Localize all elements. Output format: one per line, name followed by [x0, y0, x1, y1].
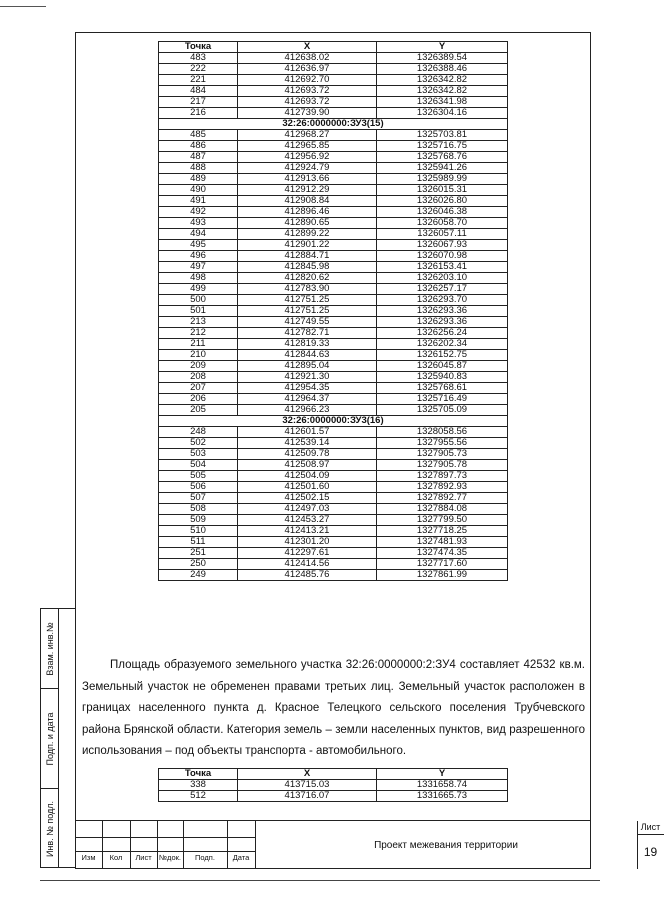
cell-y: 1327892.93: [377, 482, 508, 493]
table-row: [159, 130, 508, 141]
cell-x: 412924.79: [238, 163, 377, 174]
cell-x: 412509.78: [238, 449, 377, 460]
cell-x: 412884.71: [238, 251, 377, 262]
table-row: [159, 460, 508, 471]
cell-y: 1327474.35: [377, 548, 508, 559]
table-row: [159, 504, 508, 515]
cell-point: 501: [159, 306, 238, 317]
cell-x: 412845.98: [238, 262, 377, 273]
cell-x: 412899.22: [238, 229, 377, 240]
side-stamp: [40, 608, 75, 868]
cell-x: 412913.66: [238, 174, 377, 185]
cell-point: 500: [159, 295, 238, 306]
cell-point: 222: [159, 64, 238, 75]
cell-point: 504: [159, 460, 238, 471]
top-edge-line: [0, 6, 46, 7]
cell-point: 205: [159, 405, 238, 416]
side-label-inv: Инв. № подл.: [44, 800, 55, 858]
cell-y: 1326293.36: [377, 317, 508, 328]
cell-x: 412896.46: [238, 207, 377, 218]
cell-x: 412693.72: [238, 97, 377, 108]
cell-y: 1328058.56: [377, 427, 508, 438]
cell-y: 1327481.93: [377, 537, 508, 548]
cell-point: 221: [159, 75, 238, 86]
section-row: [159, 416, 508, 427]
stamp-label-podp: Подп.: [195, 853, 215, 862]
cell-x: 412508.97: [238, 460, 377, 471]
cell-y: 1326342.82: [377, 86, 508, 97]
cell-point: 502: [159, 438, 238, 449]
header-x: X: [238, 769, 377, 780]
cell-point: 209: [159, 361, 238, 372]
cell-x: 412968.27: [238, 130, 377, 141]
cell-point: 249: [159, 570, 238, 581]
document-title: Проект межевания территории: [374, 839, 518, 851]
table-row: [159, 86, 508, 97]
cell-x: 412912.29: [238, 185, 377, 196]
cell-point: 211: [159, 339, 238, 350]
table-row: [159, 97, 508, 108]
cell-y: 1327905.73: [377, 449, 508, 460]
cell-x: 412901.22: [238, 240, 377, 251]
table-row: [159, 791, 508, 802]
cell-point: 489: [159, 174, 238, 185]
cell-point: 487: [159, 152, 238, 163]
table-row: [159, 240, 508, 251]
bottom-edge-line: [40, 880, 600, 881]
cell-y: 1326046.38: [377, 207, 508, 218]
table-row: [159, 559, 508, 570]
table-row: [159, 108, 508, 119]
coordinates-table-body: [159, 53, 508, 581]
cell-y: 1326152.75: [377, 350, 508, 361]
cell-y: 1327955.56: [377, 438, 508, 449]
cell-x: 412964.37: [238, 394, 377, 405]
cell-x: 412636.97: [238, 64, 377, 75]
cell-point: 490: [159, 185, 238, 196]
table-row: [159, 405, 508, 416]
cell-point: 505: [159, 471, 238, 482]
table-row: [159, 471, 508, 482]
table-row: [159, 152, 508, 163]
cell-x: 412501.60: [238, 482, 377, 493]
cell-y: 1326342.82: [377, 75, 508, 86]
cell-y: 1326202.34: [377, 339, 508, 350]
cell-x: 412638.02: [238, 53, 377, 64]
cell-point: 493: [159, 218, 238, 229]
cell-point: 510: [159, 526, 238, 537]
stamp-label-data: Дата: [232, 853, 250, 862]
cell-point: 506: [159, 482, 238, 493]
cell-y: 1325716.49: [377, 394, 508, 405]
cell-point: 499: [159, 284, 238, 295]
cell-y: 1327905.78: [377, 460, 508, 471]
header-point: Точка: [159, 769, 238, 780]
table-row: [159, 163, 508, 174]
cell-x: 412413.21: [238, 526, 377, 537]
table-row: [159, 273, 508, 284]
cell-x: 412819.33: [238, 339, 377, 350]
cell-x: 412751.25: [238, 295, 377, 306]
table-header-row: [159, 769, 508, 780]
cell-y: 1326057.11: [377, 229, 508, 240]
cell-x: 412956.92: [238, 152, 377, 163]
cell-point: 498: [159, 273, 238, 284]
cell-point: 486: [159, 141, 238, 152]
table-row: [159, 570, 508, 581]
cell-y: 1325716.75: [377, 141, 508, 152]
table-row: [159, 361, 508, 372]
cell-x: 412497.03: [238, 504, 377, 515]
cell-y: 1327861.99: [377, 570, 508, 581]
cell-point: 512: [159, 791, 238, 802]
coordinates-table-2: [158, 768, 508, 802]
table-row: [159, 64, 508, 75]
side-label-podp: Подп. и дата: [44, 711, 55, 766]
cell-point: 511: [159, 537, 238, 548]
cell-y: 1326203.10: [377, 273, 508, 284]
title-block: [75, 820, 661, 869]
cell-y: 1326304.16: [377, 108, 508, 119]
cell-x: 412966.23: [238, 405, 377, 416]
table-row: [159, 394, 508, 405]
cell-point: 210: [159, 350, 238, 361]
cell-x: 412782.71: [238, 328, 377, 339]
cell-y: 1326067.93: [377, 240, 508, 251]
cell-point: 212: [159, 328, 238, 339]
cell-point: 491: [159, 196, 238, 207]
cell-y: 1326293.36: [377, 306, 508, 317]
cell-x: 413715.03: [238, 780, 377, 791]
cell-x: 412921.30: [238, 372, 377, 383]
table-header-row: [159, 42, 508, 53]
table-row: [159, 482, 508, 493]
cell-y: 1327799.50: [377, 515, 508, 526]
table-row: [159, 548, 508, 559]
cell-point: 484: [159, 86, 238, 97]
cell-point: 216: [159, 108, 238, 119]
table-row: [159, 53, 508, 64]
cell-y: 1326058.70: [377, 218, 508, 229]
section-title: 32:26:0000000:ЗУ3(16): [159, 416, 508, 427]
side-label-cell: [41, 609, 58, 689]
cell-y: 1327884.08: [377, 504, 508, 515]
table-row: [159, 427, 508, 438]
table-row: [159, 185, 508, 196]
cell-point: 483: [159, 53, 238, 64]
cell-point: 251: [159, 548, 238, 559]
coordinates-table-2-body: [159, 780, 508, 802]
cell-x: 412453.27: [238, 515, 377, 526]
table-row: [159, 780, 508, 791]
cell-x: 412485.76: [238, 570, 377, 581]
cell-point: 503: [159, 449, 238, 460]
table-row: [159, 174, 508, 185]
cell-y: 1326153.41: [377, 262, 508, 273]
cell-x: 412539.14: [238, 438, 377, 449]
cell-point: 508: [159, 504, 238, 515]
header-y: Y: [377, 769, 508, 780]
section-row: [159, 119, 508, 130]
side-stamp-labels: [41, 609, 59, 867]
table-row: [159, 141, 508, 152]
cell-y: 1327717.60: [377, 559, 508, 570]
table-row: [159, 262, 508, 273]
cell-x: 412693.72: [238, 86, 377, 97]
cell-x: 412739.90: [238, 108, 377, 119]
table-row: [159, 207, 508, 218]
cell-x: 412751.25: [238, 306, 377, 317]
cell-point: 497: [159, 262, 238, 273]
cell-y: 1325705.09: [377, 405, 508, 416]
table-row: [159, 372, 508, 383]
table-row: [159, 284, 508, 295]
side-label-vzam: Взам. инв.№: [44, 621, 55, 676]
table-row: [159, 251, 508, 262]
cell-y: 1326388.46: [377, 64, 508, 75]
side-label-cell: [41, 689, 58, 789]
cell-x: 412749.55: [238, 317, 377, 328]
cell-x: 412908.84: [238, 196, 377, 207]
cell-y: 1325768.61: [377, 383, 508, 394]
cell-y: 1326045.87: [377, 361, 508, 372]
cell-y: 1326070.98: [377, 251, 508, 262]
cell-x: 412844.63: [238, 350, 377, 361]
cell-y: 1326293.70: [377, 295, 508, 306]
cell-y: 1326015.31: [377, 185, 508, 196]
cell-point: 207: [159, 383, 238, 394]
cell-x: 412965.85: [238, 141, 377, 152]
table-row: [159, 295, 508, 306]
sheet-label: Лист: [637, 821, 664, 835]
coordinates-table: [158, 41, 508, 581]
cell-point: 338: [159, 780, 238, 791]
cell-y: 1326257.17: [377, 284, 508, 295]
side-label-cell: [41, 789, 58, 869]
cell-point: 485: [159, 130, 238, 141]
cell-point: 206: [159, 394, 238, 405]
cell-point: 488: [159, 163, 238, 174]
header-point: Точка: [159, 42, 238, 53]
table-row: [159, 229, 508, 240]
cell-x: 412692.70: [238, 75, 377, 86]
table-row: [159, 306, 508, 317]
table-row: [159, 328, 508, 339]
cell-x: 412783.90: [238, 284, 377, 295]
cell-y: 1327897.73: [377, 471, 508, 482]
cell-point: 248: [159, 427, 238, 438]
cell-x: 413716.07: [238, 791, 377, 802]
sheet-number: 19: [643, 845, 658, 859]
table-row: [159, 515, 508, 526]
cell-y: 1325941.26: [377, 163, 508, 174]
stamp-label-list: Лист: [135, 853, 152, 862]
cell-point: 509: [159, 515, 238, 526]
table-row: [159, 537, 508, 548]
header-y: Y: [377, 42, 508, 53]
cell-x: 412502.15: [238, 493, 377, 504]
cell-x: 412601.57: [238, 427, 377, 438]
cell-point: 494: [159, 229, 238, 240]
table-row: [159, 383, 508, 394]
cell-y: 1325703.81: [377, 130, 508, 141]
cell-point: 217: [159, 97, 238, 108]
cell-y: 1325940.83: [377, 372, 508, 383]
cell-y: 1327892.77: [377, 493, 508, 504]
table-row: [159, 317, 508, 328]
stamp-label-kol: Кол: [109, 853, 123, 862]
cell-point: 208: [159, 372, 238, 383]
stamp-label-ndok: №док.: [159, 853, 181, 862]
cell-point: 495: [159, 240, 238, 251]
cell-x: 412820.62: [238, 273, 377, 284]
cell-point: 507: [159, 493, 238, 504]
cell-point: 492: [159, 207, 238, 218]
section-title: 32:26:0000000:ЗУ3(15): [159, 119, 508, 130]
header-x: X: [238, 42, 377, 53]
stamp-label-izm: Изм: [81, 853, 96, 862]
cell-y: 1326341.98: [377, 97, 508, 108]
cell-y: 1325989.99: [377, 174, 508, 185]
cell-x: 412890.65: [238, 218, 377, 229]
cell-x: 412504.09: [238, 471, 377, 482]
cell-y: 1331658.74: [377, 780, 508, 791]
table-row: [159, 218, 508, 229]
cell-point: 250: [159, 559, 238, 570]
table-row: [159, 196, 508, 207]
cell-x: 412297.61: [238, 548, 377, 559]
table-row: [159, 339, 508, 350]
table-row: [159, 438, 508, 449]
table-row: [159, 350, 508, 361]
cell-point: 213: [159, 317, 238, 328]
table-row: [159, 75, 508, 86]
cell-x: 412301.20: [238, 537, 377, 548]
cell-y: 1326026.80: [377, 196, 508, 207]
cell-y: 1326256.24: [377, 328, 508, 339]
cell-y: 1326389.54: [377, 53, 508, 64]
table-row: [159, 526, 508, 537]
cell-point: 496: [159, 251, 238, 262]
cell-x: 412895.04: [238, 361, 377, 372]
cell-x: 412414.56: [238, 559, 377, 570]
area-description-paragraph: Площадь образуемого земельного участка 32:26:0000000:2:ЗУ4 составляет 42532 кв.м. Земельный участок не обременен правами третьих лиц. Земельный участок расположен в границах населенного пункта д. Красное Телецкого сельского поселения Трубчевского района Брянской области. Категория земель – земли населенных пунктов, вид разрешенного использования – под объекты транспорта - автомобильного.: [82, 659, 585, 757]
table-row: [159, 449, 508, 460]
cell-y: 1325768.76: [377, 152, 508, 163]
cell-y: 1331665.73: [377, 791, 508, 802]
table-row: [159, 493, 508, 504]
cell-x: 412954.35: [238, 383, 377, 394]
cell-y: 1327718.25: [377, 526, 508, 537]
